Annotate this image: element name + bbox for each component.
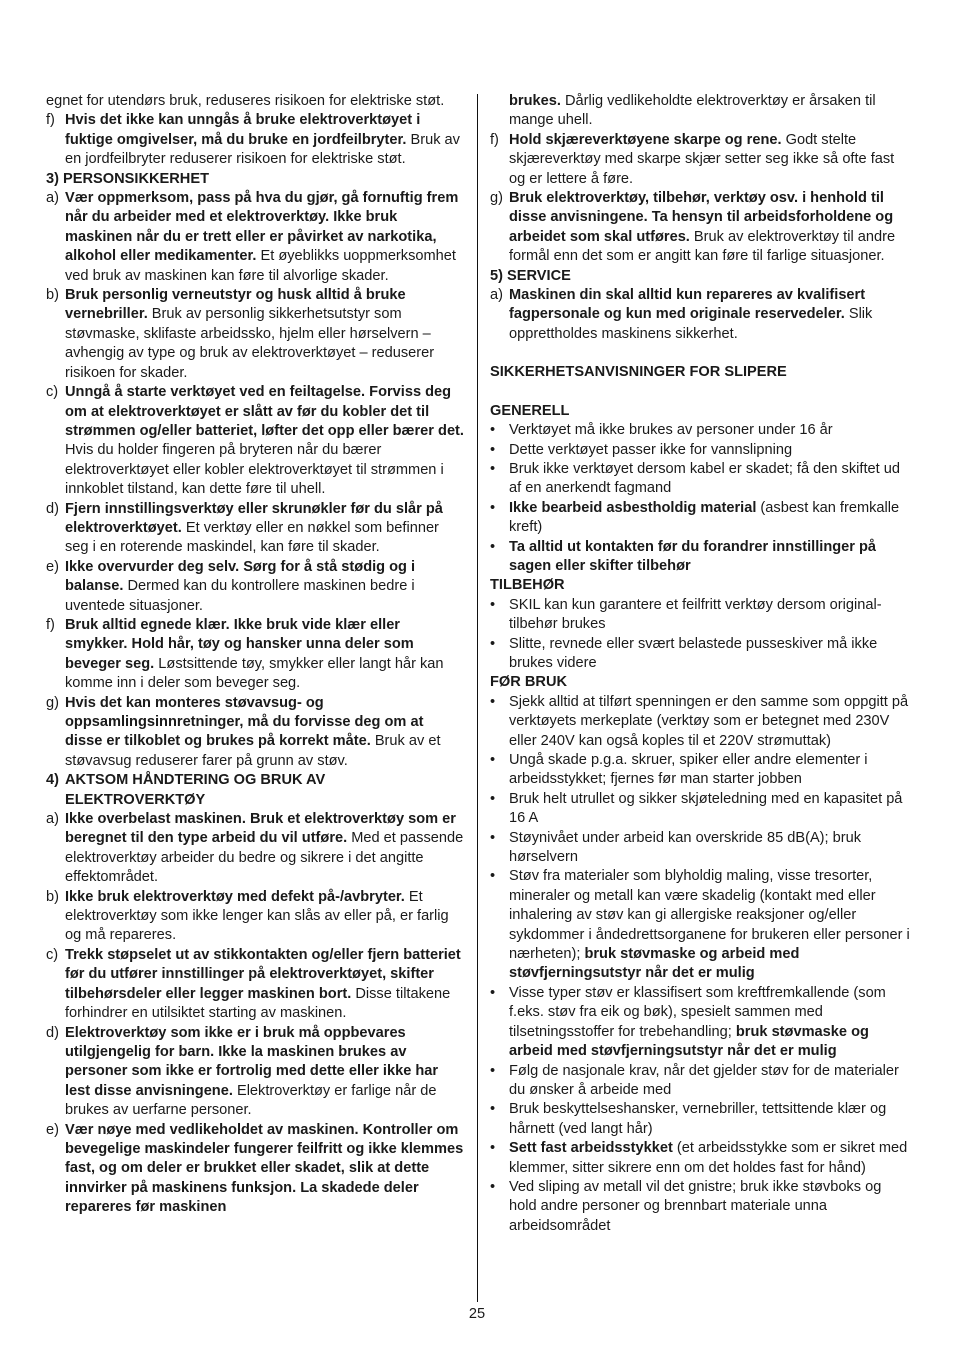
item-bold-text: Unngå å starte verktøyet ved en feiltagelse. Forviss deg om at elektroverktøyet er slått av før du kobler det til strømmen og/eller batteriet, løfter det opp eller bærer det. — [65, 384, 464, 439]
bullet-icon: • — [490, 693, 496, 710]
main-heading: SIKKERHETSANVISNINGER FOR SLIPERE — [490, 364, 787, 381]
item-label: f) — [490, 131, 499, 148]
item-bold-text: Trekk støpselet ut av stikkontakten og/eller fjern batteriet før du utfører innstillinger på elektroverktøyet, skifter tilbehørsdeler eller legger maskinen bort. — [65, 946, 461, 1002]
bullet-text: Støv fra materialer som blyholdig maling, visse tresorter, mineraler og metall kan være skadelig (kontakt med eller inhalering av støv kan gi allergiske reaksjoner og/eller sykdommer i åndedrettsorganene for brukeren eller personer i nærheten); — [509, 868, 910, 963]
tool-use-list-continued — [490, 131, 912, 267]
item-bold-text: Vær nøye med vedlikeholdet av maskinen. Kontroller om bevegelige maskindeler fungerer feilfritt og ikke klemmes fast, og om deler er brukket eller skadet, slik at dette innvirker på maskinens funksjon. La skadede deler repareres før maskinen — [65, 1121, 464, 1216]
bullet-item — [490, 441, 912, 460]
item-label: f) — [46, 616, 55, 633]
bullet-text: Dette verktøyet passer ikke for vannslipning — [509, 441, 793, 458]
list-item — [490, 131, 912, 189]
bullet-icon: • — [490, 596, 496, 613]
bullet-bold-tail: bruk støvmaske og arbeid med støvfjerningsutstyr når det er mulig — [509, 946, 800, 982]
spacer — [490, 383, 912, 402]
item-bold-text: Elektroverktøy som ikke er i bruk må oppbevares utilgjengelig for barn. Ikke la maskinen brukes av personer som ikke er fortrolig med dette eller ikke har lest disse anvisningene. — [65, 1024, 439, 1099]
bullet-item — [490, 1139, 912, 1178]
bullet-text: Bruk ikke verktøyet dersom kabel er skadet; få den skiftet ud af en anerkendt fagmand — [509, 460, 900, 497]
item-text: Et verktøy eller en nøkkel som befinner seg i en roterende maskindel, kan føre til skader. — [65, 519, 439, 556]
item-text: Elektroverktøy er farlige når de brukes av uerfarne personer. — [65, 1082, 437, 1119]
bullet-item — [490, 538, 912, 577]
item-text: Bruk av en jordfeilbryter reduserer risikoen for elektriske støt. — [65, 131, 460, 168]
bullet-icon: • — [490, 635, 496, 652]
bullet-item — [490, 1062, 912, 1101]
item-text: Et elektroverktøy som ikke lenger kan slås av eller på, er farlig og må repareres. — [65, 888, 449, 944]
bullet-item — [490, 867, 912, 983]
subheading-accessories: TILBEHØR — [490, 577, 565, 594]
right-column — [490, 92, 912, 1236]
bullet-item — [490, 596, 912, 635]
bullet-bold-text: Ta alltid ut kontakten før du forandrer innstillinger på sagen eller skifter tilbehør — [509, 538, 877, 574]
before-use-list — [490, 693, 912, 1236]
bullet-icon: • — [490, 1140, 496, 1157]
item-label: f) — [46, 112, 55, 129]
item-bold-text: brukes. — [509, 93, 561, 109]
bullet-item — [490, 499, 912, 538]
accessories-list — [490, 596, 912, 674]
list-item — [46, 1024, 464, 1121]
list-item-continued — [490, 92, 912, 131]
item-bold-text: Hvis det kan monteres støvavsug- og oppsamlingsinnretninger, må du forvisse deg om at disse er tilkoblet og brukes på korrekt måte. — [65, 694, 424, 750]
item-label: c) — [46, 384, 59, 401]
bullet-icon: • — [490, 1101, 496, 1118]
item-label: e) — [46, 1121, 59, 1138]
bullet-item — [490, 1100, 912, 1139]
bullet-icon: • — [490, 460, 496, 477]
section-heading-personal-safety: 3) PERSONSIKKERHET — [46, 170, 209, 187]
bullet-item — [490, 635, 912, 674]
bullet-text: Verktøyet må ikke brukes av personer under 16 år — [509, 422, 833, 439]
bullet-item — [490, 460, 912, 499]
bullet-text: Visse typer støv er klassifisert som kreftfremkallende (som f.eks. støv fra eik og bøk), spesielt sammen med tilsetningsstoffer for trebehandling; — [509, 984, 886, 1040]
subheading-general: GENERELL — [490, 402, 570, 419]
item-label: d) — [46, 1024, 59, 1041]
bullet-text: Bruk beskyttelseshansker, vernebriller, tettsittende klær og hårnett (ved langt hår) — [509, 1101, 887, 1137]
bullet-item — [490, 984, 912, 1062]
list-item — [46, 888, 464, 946]
bullet-icon: • — [490, 441, 496, 458]
left-column — [46, 92, 464, 1218]
bullet-text: Sjekk alltid at tilført spenningen er den samme som oppgitt på verktøyets merkeplate (verktøy som er betegnet med 230V eller 240V kan også koples til et 220V strømuttak) — [509, 693, 909, 749]
item-label: a) — [46, 811, 59, 828]
item-label: d) — [46, 500, 59, 517]
service-list — [490, 286, 912, 344]
item-text: Med et passende elektroverktøy arbeider du bedre og sikrere i det angitte effektområdet. — [65, 830, 464, 886]
bullet-text: Bruk helt utrullet og sikker skjøteledning med en kapasitet på 16 A — [509, 790, 903, 827]
list-item — [46, 946, 464, 1024]
item-bold-text: Maskinen din skal alltid kun repareres av kvalifisert fagpersonale og kun med originale reservedeler. — [509, 287, 866, 323]
bullet-item — [490, 693, 912, 751]
item-label: b) — [46, 888, 59, 905]
item-bold-text: Bruk alltid egnede klær. Ikke bruk vide klær eller smykker. Hold hår, tøy og hansker unna deler som beveger seg. — [65, 616, 414, 672]
item-text: Løstsittende tøy, smykker eller langt hår kan komme inn i deler som beveger seg. — [65, 655, 444, 692]
bullet-icon: • — [490, 1062, 496, 1079]
item-text: Et øyeblikks uoppmerksomhet ved bruk av maskinen kan føre til alvorlige skader. — [65, 248, 456, 284]
bullet-icon: • — [490, 984, 496, 1001]
tool-use-list — [46, 810, 464, 1218]
item-label: g) — [46, 694, 59, 711]
personal-safety-list — [46, 189, 464, 771]
item-text: Slik opprettholdes maskinens sikkerhet. — [509, 306, 873, 342]
list-item — [46, 616, 464, 694]
item-bold-text: Ikke bruk elektroverktøy med defekt på-/avbryter. — [65, 888, 405, 905]
section-heading-service: 5) SERVICE — [490, 267, 571, 284]
spacer — [490, 344, 912, 363]
section-heading-tool-use — [46, 771, 464, 810]
bullet-bold-text: Ikke bearbeid asbestholdig material — [509, 499, 757, 516]
item-bold-text: Hold skjæreverktøyene skarpe og rene. — [509, 131, 782, 148]
bullet-icon: • — [490, 752, 496, 768]
item-text: Dermed kan du kontrollere maskinen bedre i uventede situasjoner. — [65, 578, 415, 614]
item-label: a) — [46, 190, 59, 207]
list-item — [46, 383, 464, 499]
bullet-icon: • — [490, 829, 496, 846]
bullet-icon: • — [490, 499, 496, 516]
bullet-item — [490, 790, 912, 829]
item-label: a) — [490, 287, 503, 304]
bullet-text: Ved sliping av metall vil det gnistre; bruk ikke støvboks og hold andre personer og brennbart materiale unna arbeidsområdet — [509, 1178, 882, 1234]
list-item — [46, 189, 464, 286]
bullet-icon: • — [490, 868, 496, 885]
list-item — [46, 810, 464, 888]
list-item — [46, 286, 464, 383]
item-label: g) — [490, 190, 503, 207]
bullet-icon: • — [490, 538, 496, 555]
item-text: Bruk av elektroverktøy til andre formål enn det som er angitt kan føre til farlige situasjoner. — [509, 228, 896, 265]
list-item — [46, 111, 464, 169]
item-bold-text: Bruk elektroverktøy, tilbehør, verktøy osv. i henhold til disse anvisningene. Ta hensyn til arbeidsforholdene og arbeidet som skal utføres. — [509, 190, 894, 245]
item-bold-text: Ikke overbelast maskinen. Bruk et elektroverktøy som er beregnet til den type arbeid du vil utføre. — [65, 811, 456, 847]
item-bold-text: Vær oppmerksom, pass på hva du gjør, gå fornuftig frem når du arbeider med et elektroverktøy. Ikke bruk maskinen når du er trett eller er påvirket av narkotika, alkohol eller medikamenter. — [65, 190, 459, 265]
item-bold-text: Hvis det ikke kan unngås å bruke elektroverktøyet i fuktige omgivelser, må du bruke en jordfeilbryter. — [65, 112, 421, 148]
bullet-item — [490, 1178, 912, 1236]
list-item — [46, 500, 464, 558]
bullet-icon: • — [490, 1178, 496, 1195]
bullet-bold-text: Sett fast arbeidsstykket — [509, 1140, 673, 1157]
item-text: Disse tiltakene forhindrer en utilsiktet starting av maskinen. — [65, 985, 451, 1022]
general-list — [490, 421, 912, 576]
list-item — [490, 286, 912, 344]
item-text: Dårlig vedlikeholdte elektroverktøy er årsaken til mange uhell. — [509, 93, 876, 129]
list-item — [490, 189, 912, 267]
page-number: 25 — [468, 1306, 486, 1322]
item-bold-text: Ikke overvurder deg selv. Sørg for å stå stødig og i balanse. — [65, 558, 416, 595]
bullet-text: Slitte, revnede eller svært belastede pusseskiver må ikke brukes videre — [509, 635, 878, 671]
item-label: b) — [46, 287, 59, 304]
item-text: Godt stelte skjæreverktøy med skarpe skjær setter seg ikke så ofte fast og er lettere å føre. — [509, 131, 895, 187]
item-label: c) — [46, 946, 59, 963]
bullet-text: Ungå skade p.g.a. skruer, spiker eller andre elementer i arbeidsstykket; fjernes før man starter jobben — [509, 752, 868, 788]
list-item — [46, 694, 464, 772]
bullet-bold-tail: bruk støvmaske og arbeid med støvfjerningsutstyr når det er mulig — [509, 1023, 869, 1060]
bullet-text: SKIL kan kun garantere et feilfritt verktøy dersom original-tilbehør brukes — [509, 596, 882, 633]
bullet-text: (asbest kan fremkalle kreft) — [509, 499, 900, 536]
bullet-icon: • — [490, 790, 496, 807]
bullet-item — [490, 829, 912, 868]
list-item — [46, 558, 464, 616]
item-label: e) — [46, 558, 59, 575]
bullet-text: Støynivået under arbeid kan overskride 85 dB(A); bruk hørselvern — [509, 829, 862, 866]
bullet-item — [490, 421, 912, 440]
item-text: Bruk av et støvavsug reduserer farer på grunn av støv. — [65, 733, 441, 769]
bullet-item — [490, 751, 912, 790]
item-bold-text: Fjern innstillingsverktøy eller skrunøkler før du slår på elektroverktøyet. — [65, 500, 443, 536]
bullet-text: Følg de nasjonale krav, når det gjelder støv for de materialer du ønsker å arbeide med — [509, 1062, 899, 1098]
item-text: Bruk av personlig sikkerhetsutstyr som støvmaske, sklifaste arbeidssko, hjelm eller hørselvern – avhengig av type og bruk av elektroverktøyet – reduserer risikoen for skader. — [65, 306, 435, 381]
column-divider — [477, 94, 478, 1302]
heading-number: 4) — [46, 772, 59, 789]
intro-paragraph: egnet for utendørs bruk, reduseres risikoen for elektriske støt. — [46, 93, 445, 109]
subheading-before-use: FØR BRUK — [490, 674, 568, 691]
bullet-icon: • — [490, 422, 496, 439]
list-item — [46, 1121, 464, 1218]
heading-text: AKTSOM HÅNDTERING OG BRUK AV ELEKTROVERKTØY — [65, 772, 326, 808]
item-bold-text: Bruk personlig verneutstyr og husk alltid å bruke vernebriller. — [65, 287, 406, 323]
item-text: Hvis du holder fingeren på bryteren når du bærer elektroverktøyet eller kobler elektroverktøyet til strømmen i innkoblet tilstand, kan dette føre til uhell. — [65, 442, 444, 498]
bullet-text: (et arbeidsstykke som er sikret med klemmer, sitter sikrere enn om det holdes fast for hånd) — [509, 1140, 908, 1176]
